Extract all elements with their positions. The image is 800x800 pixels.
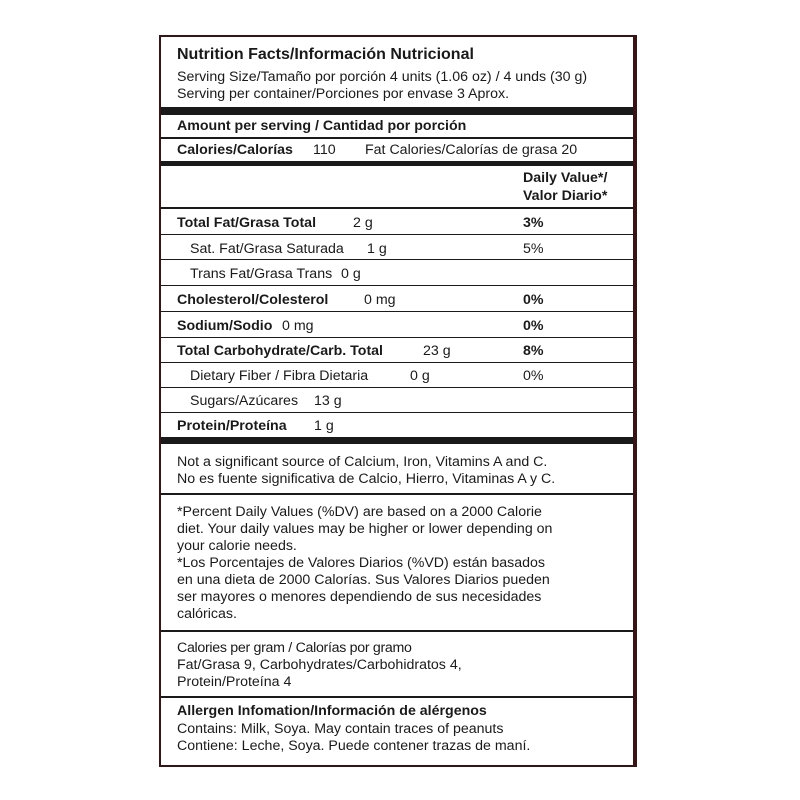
serving-size: Serving Size/Tamaño por porción 4 units (1.06 oz) / 4 unds (30 g) — [177, 69, 588, 85]
thick-divider — [161, 161, 633, 166]
nutrient-label: Sodium/Sodio — [177, 318, 273, 334]
calories-label: Calories/Calorías — [177, 142, 293, 158]
divider — [161, 493, 633, 495]
calories-value: 110 — [313, 142, 336, 158]
nutrient-dv: 0% — [523, 368, 544, 384]
calories-per-gram-line: Protein/Proteína 4 — [177, 674, 292, 690]
divider — [161, 412, 633, 413]
divider — [161, 387, 633, 388]
divider — [161, 259, 633, 260]
divider — [161, 337, 633, 338]
allergen-line: Contains: Milk, Soya. May contain traces of peanuts — [177, 721, 504, 737]
nutrient-dv: 0% — [523, 292, 544, 308]
nutrient-amount: 0 mg — [282, 318, 314, 334]
divider — [161, 696, 633, 698]
nutrient-dv: 0% — [523, 318, 544, 334]
nutrient-dv: 8% — [523, 343, 544, 359]
calories-per-gram-line: Calories per gram / Calorías por gramo — [177, 640, 412, 656]
footnote-line: diet. Your daily values may be higher or lower depending on — [177, 521, 553, 537]
nutrient-label: Total Fat/Grasa Total — [177, 215, 317, 231]
servings-per-container: Serving per container/Porciones por envase 3 Aprox. — [177, 86, 510, 102]
footnote-line: *Percent Daily Values (%DV) are based on a 2000 Calorie — [177, 504, 542, 520]
nutrient-label: Dietary Fiber / Fibra Dietaria — [190, 368, 369, 384]
thick-divider — [161, 437, 633, 444]
note-line: Not a significant source of Calcium, Iron, Vitamins A and C. — [177, 454, 548, 470]
nutrient-label: Trans Fat/Grasa Trans — [190, 266, 333, 282]
footnote-line: ser mayores o menores dependiendo de sus necesidades — [177, 589, 542, 605]
divider — [161, 630, 633, 632]
daily-value-header: Daily Value*/ — [523, 170, 608, 186]
calories-per-gram-line: Fat/Grasa 9, Carbohydrates/Carbohidratos 4, — [177, 657, 462, 673]
nutrient-amount: 13 g — [314, 393, 342, 409]
footnote-line: your calorie needs. — [177, 538, 297, 554]
fat-calories: Fat Calories/Calorías de grasa 20 — [365, 142, 578, 158]
divider — [161, 234, 633, 235]
nutrient-label: Total Carbohydrate/Carb. Total — [177, 343, 384, 359]
divider — [161, 285, 633, 286]
nutrient-dv: 5% — [523, 241, 544, 257]
nutrition-label — [159, 35, 637, 767]
nutrient-dv: 3% — [523, 215, 544, 231]
nutrient-label: Sugars/Azúcares — [190, 393, 299, 409]
nutrient-amount: 23 g — [423, 343, 451, 359]
amount-per-serving: Amount per serving / Cantidad por porción — [177, 118, 467, 134]
valor-diario-header: Valor Diario* — [523, 188, 608, 204]
divider — [161, 311, 633, 312]
nutrient-amount: 0 g — [341, 266, 361, 282]
divider — [161, 362, 633, 363]
nutrient-label: Protein/Proteína — [177, 418, 287, 434]
label-title: Nutrition Facts/Información Nutricional — [177, 46, 474, 63]
divider — [161, 137, 633, 139]
divider — [161, 207, 633, 209]
allergen-line: Contiene: Leche, Soya. Puede contener trazas de maní. — [177, 738, 531, 754]
footnote-line: *Los Porcentajes de Valores Diarios (%VD) están basados — [177, 555, 546, 571]
nutrient-amount: 0 mg — [364, 292, 396, 308]
nutrient-amount: 2 g — [353, 215, 373, 231]
nutrient-label: Sat. Fat/Grasa Saturada — [190, 241, 344, 257]
footnote-line: calóricas. — [177, 606, 237, 622]
nutrient-amount: 1 g — [367, 241, 387, 257]
allergen-title: Allergen Infomation/Información de alérgenos — [177, 703, 487, 719]
nutrient-amount: 0 g — [410, 368, 430, 384]
note-line: No es fuente significativa de Calcio, Hierro, Vitaminas A y C. — [177, 471, 556, 487]
thick-divider — [161, 107, 633, 115]
nutrient-amount: 1 g — [314, 418, 334, 434]
nutrient-label: Cholesterol/Colesterol — [177, 292, 329, 308]
footnote-line: en una dieta de 2000 Calorías. Sus Valores Diarios pueden — [177, 572, 550, 588]
